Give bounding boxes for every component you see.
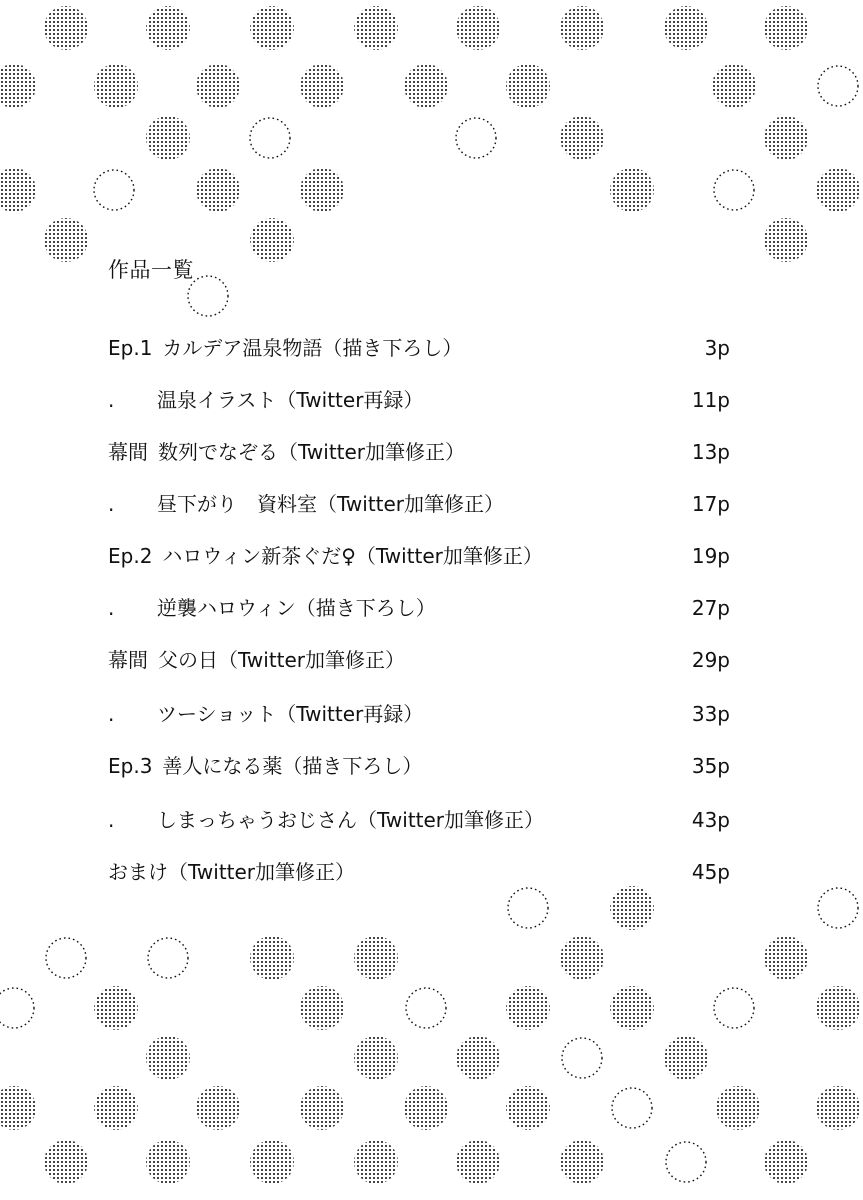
toc-entry-label <box>108 698 423 730</box>
toc-entry-prefix: . <box>108 808 115 832</box>
toc-entry-page: 3p <box>704 336 730 360</box>
toc-entry-page: 13p <box>691 440 730 464</box>
toc-entry-label <box>108 644 405 676</box>
toc-entry-label <box>108 804 544 836</box>
toc-entry-prefix: Ep.3 <box>108 754 153 778</box>
toc-entry-title: 温泉イラスト（Twitter再録） <box>157 388 424 412</box>
toc-entry-page: 35p <box>691 754 730 778</box>
toc-entry-page: 45p <box>691 860 730 884</box>
toc-entry-prefix: . <box>108 492 115 516</box>
toc-entry-title: 数列でなぞる（Twitter加筆修正） <box>158 440 466 464</box>
toc-entry <box>108 488 730 520</box>
toc-entry-prefix: 幕間 <box>108 440 148 464</box>
toc-entry-page: 17p <box>691 492 730 516</box>
toc-entry-label <box>108 750 422 782</box>
toc-entry <box>108 644 730 676</box>
toc-entry-page: 11p <box>691 388 730 412</box>
toc-entry-title: 逆襲ハロウィン（描き下ろし） <box>157 596 436 620</box>
toc-entry-page: 29p <box>691 648 730 672</box>
toc-entry <box>108 436 730 468</box>
toc-entry-page: 27p <box>691 596 730 620</box>
toc-entry-title: しまっちゃうおじさん（Twitter加筆修正） <box>157 808 545 832</box>
toc-entry-title: ツーショット（Twitter再録） <box>157 702 424 726</box>
toc-entry <box>108 540 730 572</box>
toc-entry <box>108 384 730 416</box>
toc-entry <box>108 856 730 888</box>
toc-entry-page: 33p <box>691 702 730 726</box>
toc-entry-page: 19p <box>691 544 730 568</box>
toc-entry-prefix: Ep.1 <box>108 336 153 360</box>
toc-entry-label <box>108 856 355 888</box>
toc-entry-prefix: . <box>108 388 115 412</box>
toc-entry <box>108 804 730 836</box>
toc-entry-title: 善人になる薬（描き下ろし） <box>162 754 423 778</box>
toc-entry <box>108 698 730 730</box>
toc-entry-title: カルデア温泉物語（描き下ろし） <box>162 336 463 360</box>
toc-entry-title: 昼下がり 資料室（Twitter加筆修正） <box>157 492 505 516</box>
toc-entry <box>108 332 730 364</box>
toc-entry-title: おまけ（Twitter加筆修正） <box>108 860 356 884</box>
toc-entry-title: ハロウィン新茶ぐだ♀（Twitter加筆修正） <box>162 544 543 568</box>
toc-entry-label <box>108 488 504 520</box>
toc-entry-prefix: Ep.2 <box>108 544 153 568</box>
toc-title: 作品一覧 <box>108 258 194 282</box>
toc-entry-label <box>108 540 543 572</box>
toc-entry-page: 43p <box>691 808 730 832</box>
toc-entry-label <box>108 384 423 416</box>
toc-entry-label <box>108 592 436 624</box>
toc-entry-prefix: . <box>108 596 115 620</box>
toc-entry-label <box>108 436 465 468</box>
toc-entry-prefix: 幕間 <box>108 648 148 672</box>
toc-entry <box>108 750 730 782</box>
toc-entry-title: 父の日（Twitter加筆修正） <box>158 648 406 672</box>
toc-entry-prefix: . <box>108 702 115 726</box>
toc-entry <box>108 592 730 624</box>
toc-entry-label <box>108 332 462 364</box>
